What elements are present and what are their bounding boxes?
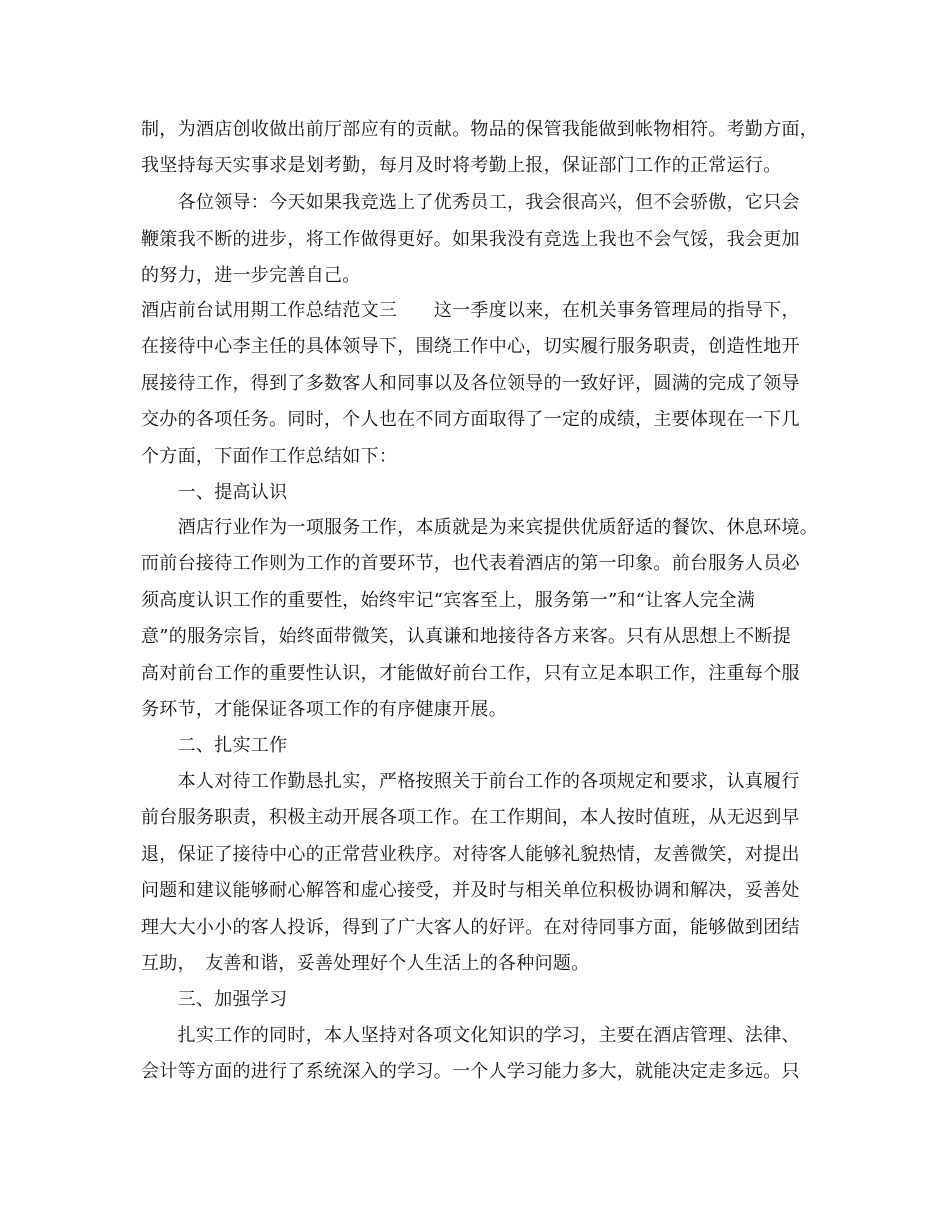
paragraph-line: 须高度认识工作的重要性，始终牢记“宾客至上，服务第一”和“让客人完全满 bbox=[141, 590, 756, 611]
paragraph-line: 务环节，才能保证各项工作的有序健康开展。 bbox=[141, 699, 507, 720]
paragraph-line: 在接待中心李主任的具体领导下，围绕工作中心，切实履行服务职责，创造性地开 bbox=[141, 336, 800, 357]
paragraph-line: 互助， 友善和谐，妥善处理好个人生活上的各种问题。 bbox=[141, 953, 590, 974]
paragraph-line: 理大大小小的客人投诉，得到了广大客人的好评。在对待同事方面，能够做到团结 bbox=[141, 917, 800, 938]
paragraph-line: 意”的服务宗旨，始终面带微笑，认真谦和地接待各方来客。只有从思想上不断提 bbox=[141, 626, 791, 647]
section-heading-line: 酒店前台试用期工作总结范文三 这一季度以来，在机关事务管理局的指导下， bbox=[141, 300, 800, 321]
paragraph-line: 前台服务职责，积极主动开展各项工作。在工作期间，本人按时值班，从无迟到早 bbox=[141, 807, 800, 828]
paragraph-line: 我坚持每天实事求是划考勤，每月及时将考勤上报，保证部门工作的正常运行。 bbox=[141, 155, 782, 176]
subheading-line: 二、扎实工作 bbox=[141, 735, 288, 756]
paragraph-line: 鞭策我不断的进步，将工作做得更好。如果我没有竞选上我也不会气馁，我会更加 bbox=[141, 229, 800, 250]
paragraph-line: 个方面，下面作工作总结如下： bbox=[141, 446, 398, 467]
paragraph-line: 的努力，进一步完善自己。 bbox=[141, 265, 361, 286]
paragraph-line: 制，为酒店创收做出前厅部应有的贡献。物品的保管我能做到帐物相符。考勤方面， bbox=[141, 119, 819, 140]
paragraph-line: 展接待工作，得到了多数客人和同事以及各位领导的一致好评，圆满的完成了领导 bbox=[141, 373, 800, 394]
paragraph-line: 本人对待工作勤恳扎实，严格按照关于前台工作的各项规定和要求，认真履行 bbox=[141, 771, 800, 792]
subheading-line: 一、提高认识 bbox=[141, 482, 288, 503]
paragraph-line: 高对前台工作的重要性认识，才能做好前台工作，只有立足本职工作，注重每个服 bbox=[141, 663, 800, 684]
paragraph-line: 酒店行业作为一项服务工作，本质就是为来宾提供优质舒适的餐饮、休息环境。 bbox=[141, 517, 819, 538]
paragraph-line: 退，保证了接待中心的正常营业秩序。对待客人能够礼貌热情，友善微笑，对提出 bbox=[141, 844, 800, 865]
paragraph-line: 各位领导：今天如果我竞选上了优秀员工，我会很高兴，但不会骄傲，它只会 bbox=[141, 192, 800, 213]
paragraph-line: 问题和建议能够耐心解答和虚心接受，并及时与相关单位积极协调和解决，妥善处 bbox=[141, 880, 800, 901]
paragraph-line: 会计等方面的进行了系统深入的学习。一个人学习能力多大，就能决定走多远。只 bbox=[141, 1061, 800, 1082]
paragraph-line: 扎实工作的同时，本人坚持对各项文化知识的学习，主要在酒店管理、法律、 bbox=[141, 1025, 800, 1046]
subheading-line: 三、加强学习 bbox=[141, 989, 288, 1010]
paragraph-line: 而前台接待工作则为工作的首要环节，也代表着酒店的第一印象。前台服务人员必 bbox=[141, 553, 800, 574]
paragraph-line: 交办的各项任务。同时，个人也在不同方面取得了一定的成绩，主要体现在一下几 bbox=[141, 409, 800, 430]
